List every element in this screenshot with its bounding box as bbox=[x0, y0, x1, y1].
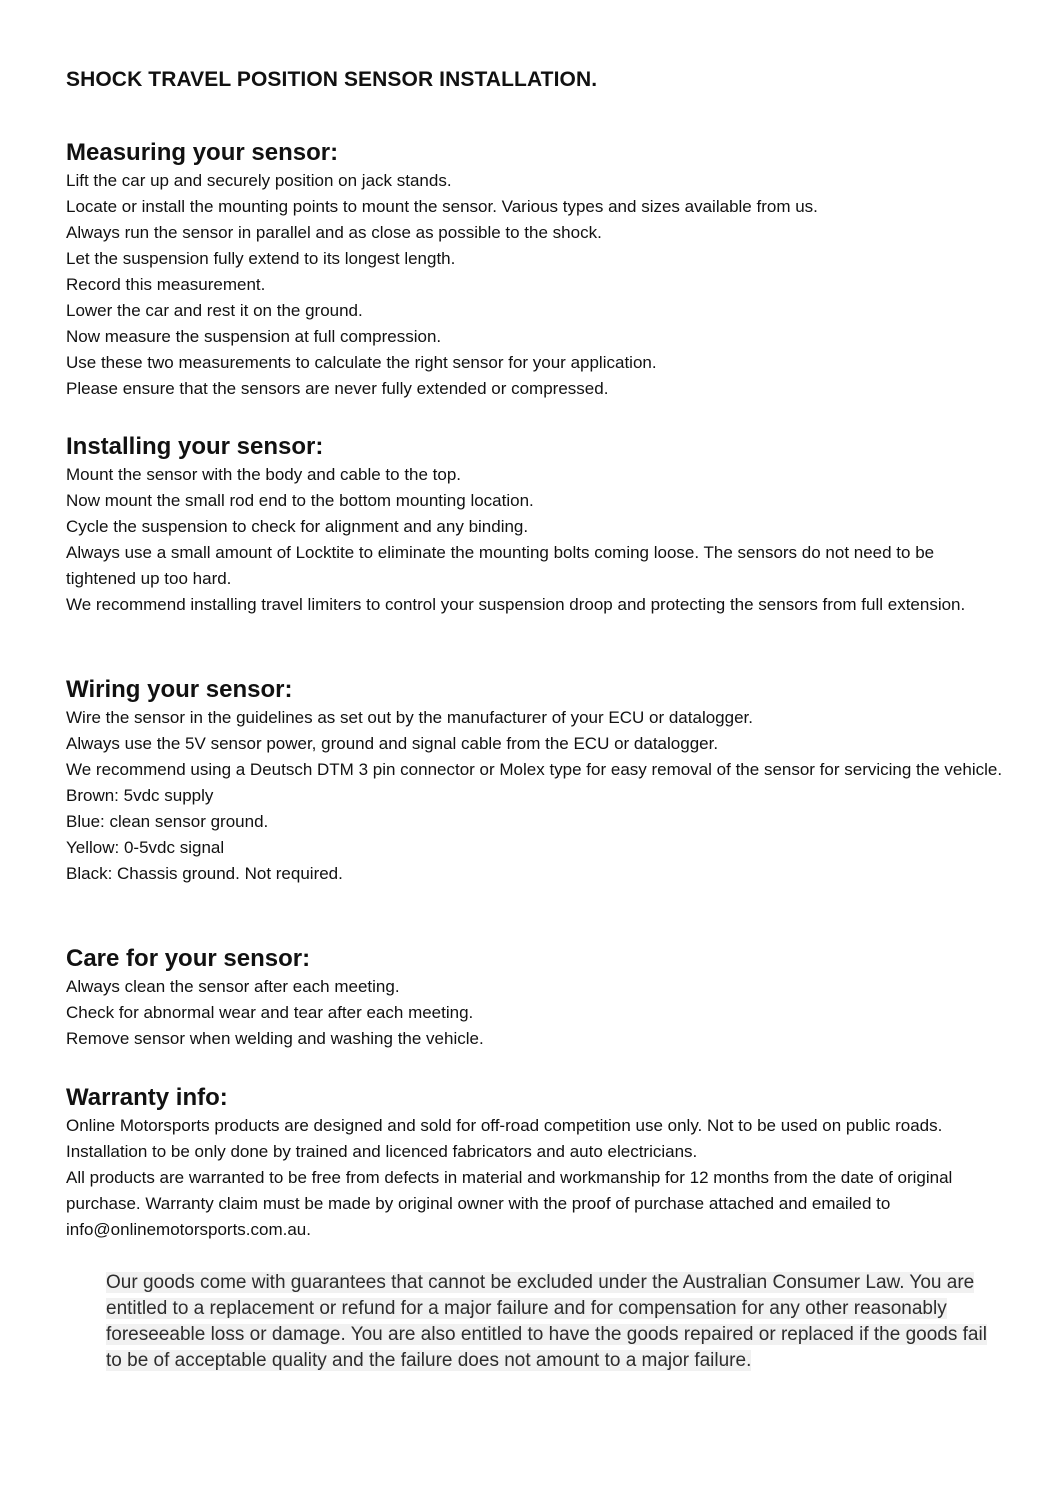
wiring-lines bbox=[66, 705, 1006, 887]
installing-lines bbox=[66, 462, 1006, 618]
text-line: Lift the car up and securely position on jack stands. bbox=[66, 171, 452, 190]
measuring-lines bbox=[66, 168, 1006, 402]
text-line: Record this measurement. bbox=[66, 275, 266, 294]
text-line: Always use the 5V sensor power, ground and signal cable from the ECU or datalogger. bbox=[66, 734, 719, 753]
text-line: Use these two measurements to calculate the right sensor for your application. bbox=[66, 353, 657, 372]
text-line: Now mount the small rod end to the bottom mounting location. bbox=[66, 491, 534, 510]
section-heading-warranty: Warranty info: bbox=[66, 1084, 228, 1111]
text-line: Locate or install the mounting points to mount the sensor. Various types and sizes available from us. bbox=[66, 197, 818, 216]
text-line: Now measure the suspension at full compression. bbox=[66, 327, 442, 346]
text-line: Installation to be only done by trained and licenced fabricators and auto electricians. bbox=[66, 1142, 698, 1161]
section-heading-measuring: Measuring your sensor: bbox=[66, 139, 339, 166]
section-heading-wiring: Wiring your sensor: bbox=[66, 676, 293, 703]
text-line: Mount the sensor with the body and cable to the top. bbox=[66, 465, 462, 484]
text-line: Blue: clean sensor ground. bbox=[66, 812, 269, 831]
text-line: Black: Chassis ground. Not required. bbox=[66, 864, 343, 883]
section-heading-care: Care for your sensor: bbox=[66, 945, 311, 972]
section-installing bbox=[66, 432, 1006, 618]
consumer-law-notice bbox=[66, 1270, 1006, 1374]
text-line: Always use a small amount of Locktite to eliminate the mounting bolts coming loose. The sensors do not need to be tightened up too hard. bbox=[66, 543, 935, 588]
section-heading-installing: Installing your sensor: bbox=[66, 433, 324, 460]
text-line: All products are warranted to be free from defects in material and workmanship for 12 months from the date of original purchase. Warranty claim must be made by original owner with the proof of purchase attached and emailed to info@onlinemotorsports.com.au. bbox=[66, 1168, 953, 1239]
text-line: Always clean the sensor after each meeting. bbox=[66, 977, 400, 996]
text-line: Brown: 5vdc supply bbox=[66, 786, 214, 805]
text-line: Online Motorsports products are designed and sold for off-road competition use only. Not to be used on public roads. bbox=[66, 1116, 943, 1135]
text-line: Wire the sensor in the guidelines as set out by the manufacturer of your ECU or datalogger. bbox=[66, 708, 753, 727]
section-care bbox=[66, 944, 1006, 1052]
text-line: Cycle the suspension to check for alignment and any binding. bbox=[66, 517, 529, 536]
warranty-lines bbox=[66, 1113, 1006, 1243]
text-line: Always run the sensor in parallel and as close as possible to the shock. bbox=[66, 223, 602, 242]
text-line: Remove sensor when welding and washing the vehicle. bbox=[66, 1029, 484, 1048]
care-lines bbox=[66, 974, 1006, 1052]
section-measuring bbox=[66, 138, 1006, 402]
section-wiring bbox=[66, 675, 1006, 887]
text-line: Lower the car and rest it on the ground. bbox=[66, 301, 363, 320]
text-line: Let the suspension fully extend to its longest length. bbox=[66, 249, 456, 268]
consumer-law-text: Our goods come with guarantees that cannot be excluded under the Australian Consumer Law. You are entitled to a replacement or refund for a major failure and for compensation for any other reasonably foreseeable loss or damage. You are also entitled to have the goods repaired or replaced if the goods fail to be of acceptable quality and the failure does not amount to a major failure. bbox=[106, 1272, 987, 1371]
text-line: Check for abnormal wear and tear after each meeting. bbox=[66, 1003, 474, 1022]
text-line: Yellow: 0-5vdc signal bbox=[66, 838, 225, 857]
text-line: We recommend using a Deutsch DTM 3 pin connector or Molex type for easy removal of the sensor for servicing the vehicle. bbox=[66, 760, 1003, 779]
document-title: SHOCK TRAVEL POSITION SENSOR INSTALLATION. bbox=[66, 68, 598, 91]
section-warranty bbox=[66, 1083, 1006, 1243]
text-line: We recommend installing travel limiters to control your suspension droop and protecting the sensors from full extension. bbox=[66, 595, 966, 614]
text-line: Please ensure that the sensors are never fully extended or compressed. bbox=[66, 379, 609, 398]
